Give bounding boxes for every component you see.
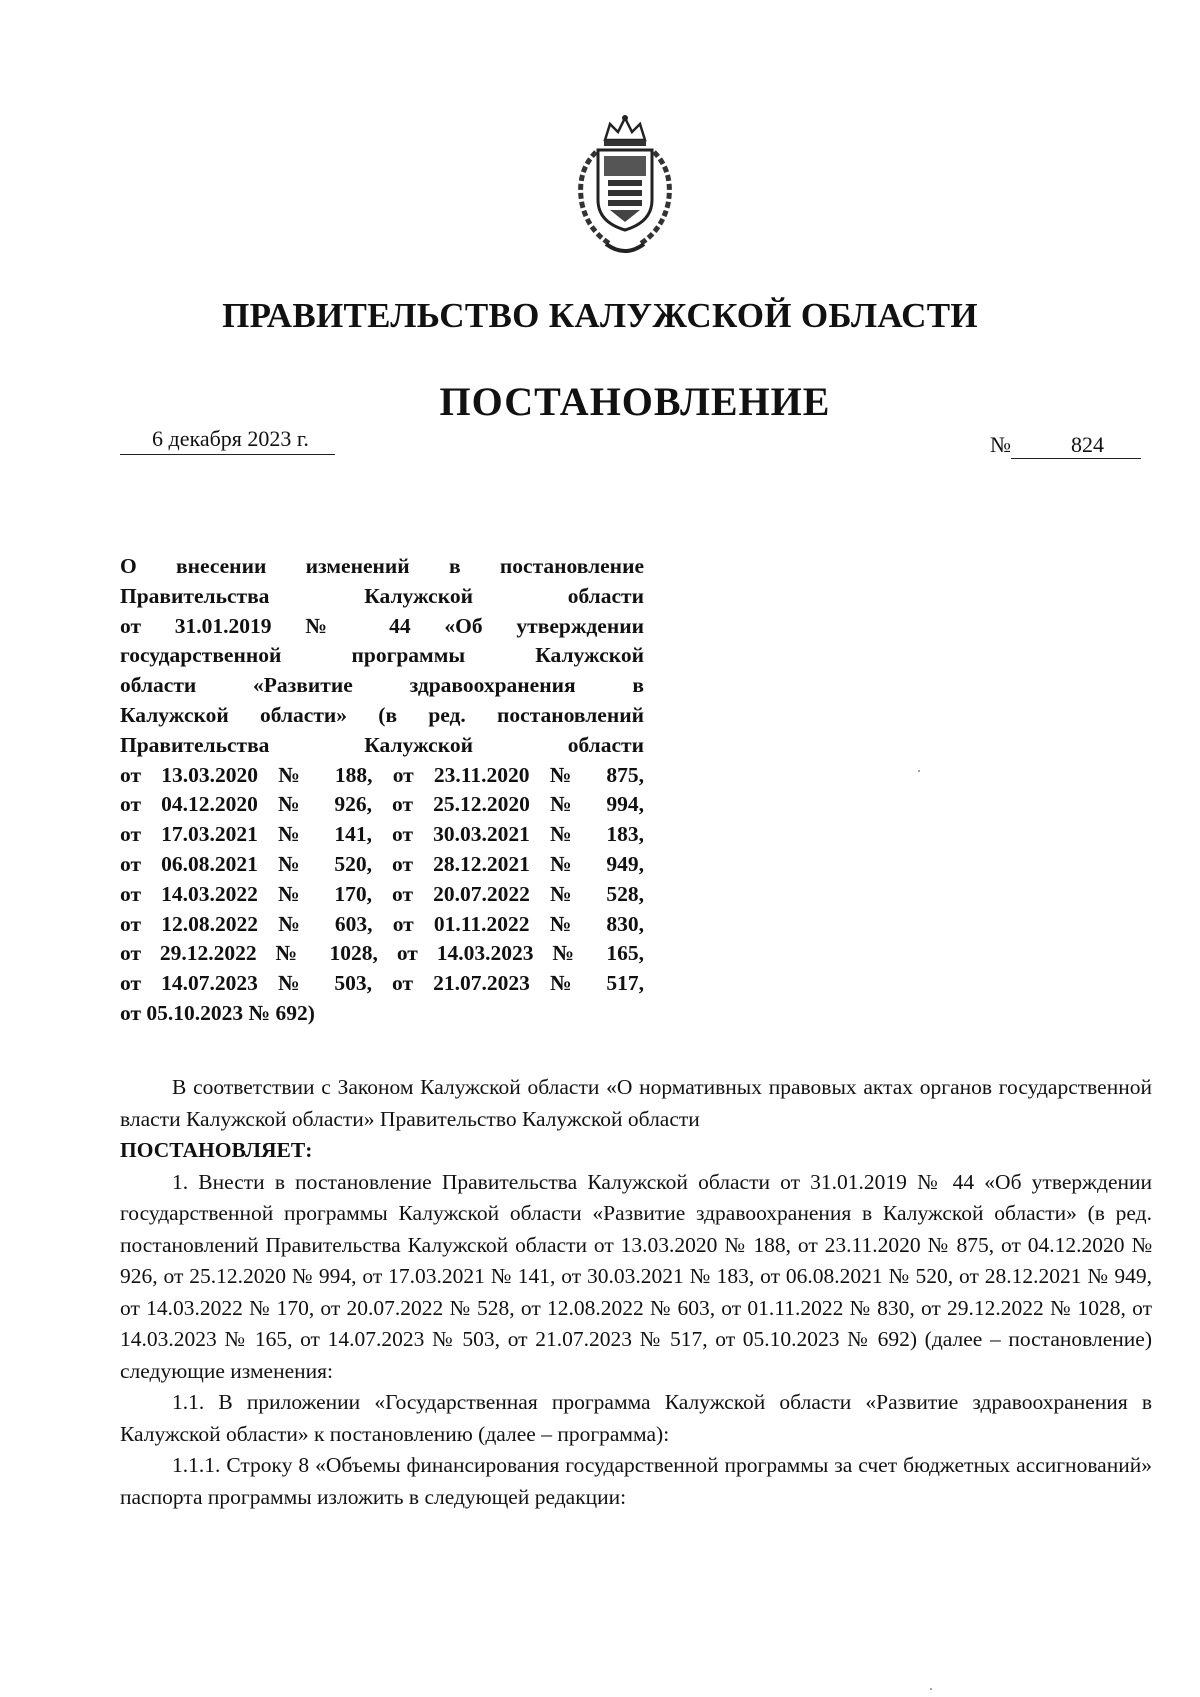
subject-line: от 14.03.2022 № 170, от 20.07.2022 № 528, — [120, 881, 644, 906]
item-1-1-1-paragraph: 1.1.1. Строку 8 «Объемы финансирования государственной программы за счет бюджетных ассигнований» паспорта программы изложить в следующей редакции: — [120, 1453, 1152, 1509]
scan-speck — [930, 1688, 932, 1690]
decree-word: ПОСТАНОВЛЯЕТ: — [120, 1138, 313, 1162]
subject-line: от 31.01.2019 № 44 «Об утверждении — [120, 613, 644, 638]
subject-line: от 13.03.2020 № 188, от 23.11.2020 № 875, — [120, 762, 644, 787]
subject-line: от 14.07.2023 № 503, от 21.07.2023 № 517, — [120, 971, 644, 996]
document-body — [120, 1072, 1152, 1513]
subject-line: от 04.12.2020 № 926, от 25.12.2020 № 994, — [120, 792, 644, 817]
number-label: № — [990, 432, 1011, 457]
document-date-line — [120, 426, 335, 455]
document-date: 6 декабря 2023 г. — [152, 426, 309, 451]
scan-speck — [918, 770, 920, 772]
subject-line: от 05.10.2023 № 692) — [120, 1000, 315, 1025]
item-1-1-paragraph: 1.1. В приложении «Государственная программа Калужской области «Развитие здравоохранения в Калужской области» к постановлению (далее – программа): — [120, 1390, 1152, 1446]
subject-line: Правительства Калужской области — [120, 583, 644, 608]
subject-line: от 06.08.2021 № 520, от 28.12.2021 № 949, — [120, 851, 644, 876]
subject-line: Правительства Калужской области — [120, 732, 644, 757]
preamble-paragraph: В соответствии с Законом Калужской области «О нормативных правовых актах органов государственной власти Калужской области» Правительство Калужской области — [120, 1075, 1152, 1131]
subject-line: от 29.12.2022 № 1028, от 14.03.2023 № 165, — [120, 941, 644, 966]
document-type: ПОСТАНОВЛЕНИЕ — [439, 379, 831, 424]
coat-of-arms-icon — [570, 112, 680, 262]
subject-line: Калужской области» (в ред. постановлений — [120, 702, 644, 727]
government-title: ПРАВИТЕЛЬСТВО КАЛУЖСКОЙ ОБЛАСТИ — [222, 296, 978, 335]
document-number-line — [990, 432, 1141, 459]
subject-line: области «Развитие здравоохранения в — [120, 673, 644, 698]
subject-line: О внесении изменений в постановление — [120, 554, 644, 578]
subject-block — [120, 552, 644, 1029]
subject-line: государственной программы Калужской — [120, 643, 644, 668]
item-1-paragraph: 1. Внести в постановление Правительства Калужской области от 31.01.2019 № 44 «Об утверждении государственной программы Калужской области «Развитие здравоохранения в Калужской области» (в ред. постановлений Правительства Калужской области от 13.03.2020 № 188, от 23.11.2020 № 875, от 04.12.2020 № 926, от 25.12.2020 № 994, от 17.03.2021 № 141, от 30.03.2021 № 183, от 06.08.2021 № 520, от 28.12.2021 № 949, от 14.03.2022 № 170, от 20.07.2022 № 528, от 12.08.2022 № 603, от 01.11.2022 № 830, от 29.12.2022 № 1028, от 14.03.2023 № 165, от 14.07.2023 № 503, от 21.07.2023 № 517, от 05.10.2023 № 692) (далее – постановление) следующие изменения: — [120, 1169, 1152, 1383]
document-number: 824 — [1011, 432, 1141, 459]
subject-line: от 12.08.2022 № 603, от 01.11.2022 № 830, — [120, 911, 644, 936]
subject-line: от 17.03.2021 № 141, от 30.03.2021 № 183, — [120, 822, 644, 847]
